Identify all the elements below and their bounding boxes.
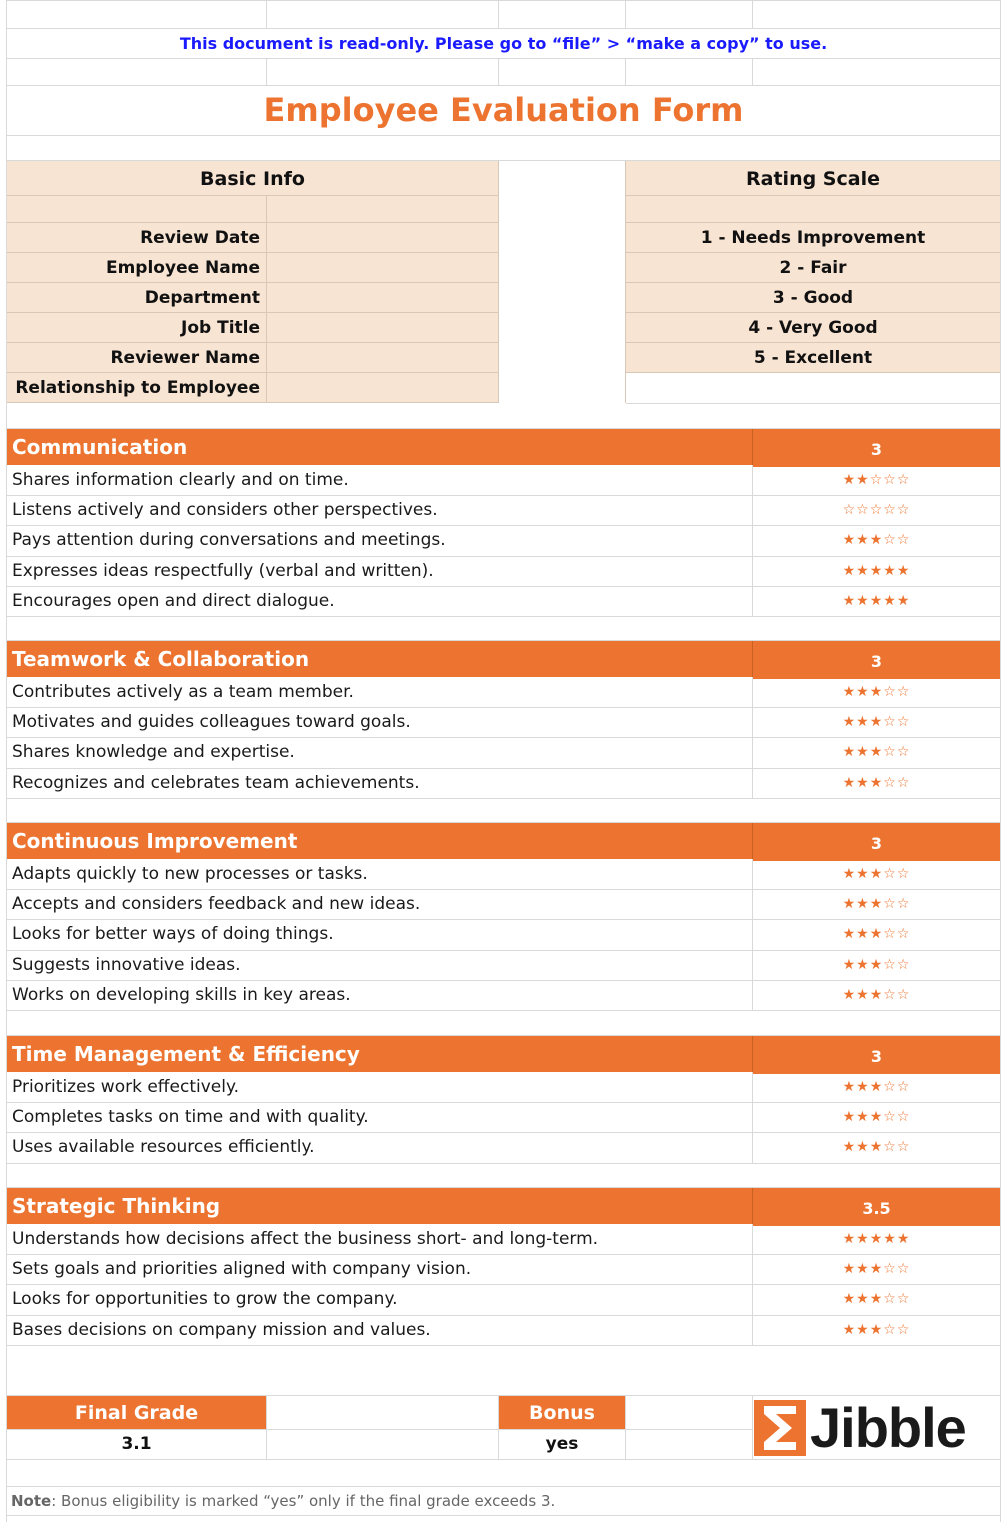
section-title: Communication [7, 429, 752, 465]
rating-scale-heading: Rating Scale [746, 167, 880, 190]
star-rating[interactable]: ★★★★★ [842, 1231, 911, 1248]
section-title: Time Management & Efficiency [7, 1036, 752, 1072]
star-rating[interactable]: ★★★☆☆ [842, 1321, 911, 1338]
rating-scale-item: 2 - Fair [779, 258, 847, 278]
bonus-label: Bonus [499, 1396, 625, 1429]
star-rating[interactable]: ★★★☆☆ [842, 1261, 911, 1278]
read-only-notice: This document is read-only. Please go to “file” > “make a copy” to use. [179, 33, 828, 53]
criterion-text: Uses available resources efficiently. [12, 1137, 315, 1158]
final-grade-label: Final Grade [7, 1396, 266, 1429]
basic-info-label: Employee Name [105, 258, 260, 278]
section-score: 3.5 [753, 1190, 1000, 1226]
criterion-text: Recognizes and celebrates team achievements. [12, 772, 420, 793]
basic-info-value-field[interactable] [267, 253, 498, 283]
star-rating[interactable]: ★★★☆☆ [842, 926, 911, 943]
section-score: 3 [753, 431, 1000, 467]
star-rating[interactable]: ★★★☆☆ [842, 986, 911, 1003]
criterion-text: Contributes actively as a team member. [12, 682, 354, 703]
criterion-text: Pays attention during conversations and meetings. [12, 530, 446, 551]
star-rating[interactable]: ☆☆☆☆☆ [842, 502, 911, 519]
criterion-text: Looks for opportunities to grow the company. [12, 1289, 398, 1310]
basic-info-value-field[interactable] [267, 223, 498, 253]
criterion-text: Motivates and guides colleagues toward goals. [12, 712, 411, 733]
star-rating[interactable]: ★★★★★ [842, 562, 911, 579]
star-rating[interactable]: ★★★☆☆ [842, 1291, 911, 1308]
criterion-text: Completes tasks on time and with quality. [12, 1107, 369, 1128]
section-title: Strategic Thinking [7, 1188, 752, 1224]
star-rating[interactable]: ★★★☆☆ [842, 1139, 911, 1156]
star-rating[interactable]: ★★★☆☆ [842, 714, 911, 731]
basic-info-label: Review Date [140, 228, 260, 248]
criterion-text: Suggests innovative ideas. [12, 954, 241, 975]
star-rating[interactable]: ★★☆☆☆ [842, 472, 911, 489]
criterion-text: Bases decisions on company mission and values. [12, 1319, 431, 1340]
criterion-text: Prioritizes work effectively. [12, 1077, 240, 1098]
criterion-text: Adapts quickly to new processes or tasks. [12, 864, 368, 885]
basic-info-value-field[interactable] [267, 373, 498, 403]
basic-info-label: Department [144, 288, 260, 308]
criterion-text: Shares knowledge and expertise. [12, 742, 295, 763]
star-rating[interactable]: ★★★☆☆ [842, 774, 911, 791]
star-rating[interactable]: ★★★☆☆ [842, 956, 911, 973]
criterion-text: Looks for better ways of doing things. [12, 924, 334, 945]
star-rating[interactable]: ★★★☆☆ [842, 1079, 911, 1096]
jibble-logo-icon [754, 1400, 806, 1456]
criterion-text: Listens actively and considers other perspectives. [12, 500, 438, 521]
star-rating[interactable]: ★★★☆☆ [842, 532, 911, 549]
criterion-text: Understands how decisions affect the business short- and long-term. [12, 1229, 599, 1250]
section-score: 3 [753, 1038, 1000, 1074]
final-grade-value: 3.1 [121, 1434, 152, 1454]
page-title: Employee Evaluation Form [263, 91, 744, 129]
jibble-logo-text: Jibble [810, 1396, 966, 1459]
criterion-text: Encourages open and direct dialogue. [12, 590, 335, 611]
jibble-logo [754, 1398, 999, 1458]
section-score: 3 [753, 643, 1000, 679]
section-score: 3 [753, 825, 1000, 861]
star-rating[interactable]: ★★★☆☆ [842, 1109, 911, 1126]
basic-info-label: Reviewer Name [110, 348, 260, 368]
criterion-text: Shares information clearly and on time. [12, 470, 349, 491]
basic-info-value-field[interactable] [267, 313, 498, 343]
star-rating[interactable]: ★★★☆☆ [842, 896, 911, 913]
basic-info-label: Relationship to Employee [15, 378, 260, 398]
bonus-note [6, 1487, 1001, 1515]
section-title: Continuous Improvement [7, 823, 752, 859]
section-title: Teamwork & Collaboration [7, 641, 752, 677]
basic-info-value-field[interactable] [267, 283, 498, 313]
basic-info-heading: Basic Info [200, 167, 305, 190]
criterion-text: Works on developing skills in key areas. [12, 984, 351, 1005]
rating-scale-item: 1 - Needs Improvement [700, 228, 926, 248]
rating-scale-item: 4 - Very Good [748, 318, 878, 338]
note-text: : Bonus eligibility is marked “yes” only if the final grade exceeds 3. [51, 1492, 556, 1510]
criterion-text: Expresses ideas respectfully (verbal and written). [12, 560, 434, 581]
bonus-value: yes [545, 1434, 579, 1454]
rating-scale-item: 5 - Excellent [753, 348, 873, 368]
star-rating[interactable]: ★★★☆☆ [842, 744, 911, 761]
star-rating[interactable]: ★★★★★ [842, 592, 911, 609]
rating-scale-item: 3 - Good [772, 288, 854, 308]
basic-info-label: Job Title [181, 318, 260, 338]
note-label: Note [11, 1492, 52, 1510]
star-rating[interactable]: ★★★☆☆ [842, 866, 911, 883]
criterion-text: Sets goals and priorities aligned with company vision. [12, 1259, 472, 1280]
criterion-text: Accepts and considers feedback and new ideas. [12, 894, 421, 915]
star-rating[interactable]: ★★★☆☆ [842, 684, 911, 701]
basic-info-value-field[interactable] [267, 343, 498, 373]
